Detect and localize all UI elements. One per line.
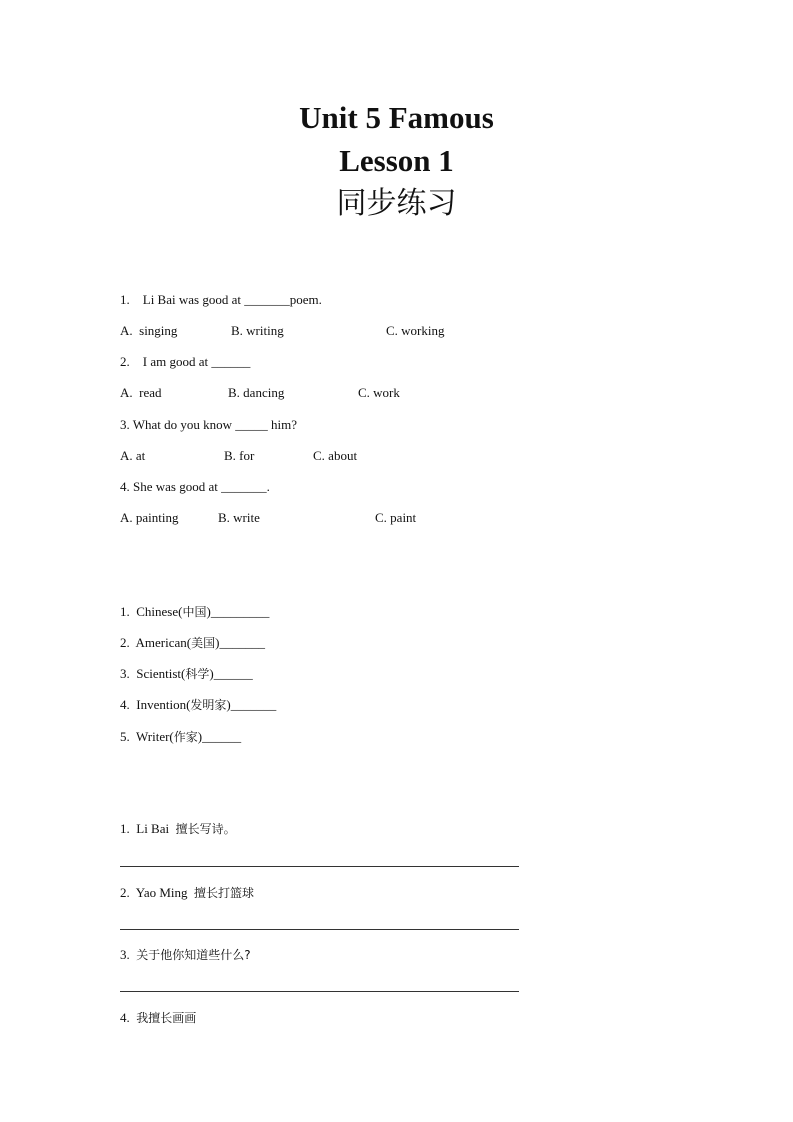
question-1-option-b: B. writing [231, 323, 284, 338]
question-4-option-b: B. write [218, 510, 260, 525]
title-block [0, 96, 793, 226]
answer-line-1 [120, 866, 519, 867]
question-3-option-b: B. for [224, 448, 255, 463]
sentence-item-2: 2. Yao Ming 擅长打篮球 [120, 885, 255, 900]
question-3-option-c: C. about [313, 448, 358, 463]
question-4-option-a: A. painting [120, 510, 179, 525]
question-1-option-a: A. singing [120, 323, 178, 338]
question-2-option-c: C. work [358, 385, 400, 400]
sentence-item-4: 4. 我擅长画画 [120, 1010, 197, 1025]
word-item-4: 4. Invention(发明家)_______ [120, 697, 277, 712]
question-4-option-c: C. paint [375, 510, 417, 525]
question-1-option-c: C. working [386, 323, 445, 338]
answer-line-3 [120, 991, 519, 992]
question-3: 3. What do you know _____ him? [120, 417, 298, 432]
question-4: 4. She was good at _______. [120, 479, 270, 494]
answer-line-2 [120, 929, 519, 930]
question-2: 2. I am good at ______ [120, 354, 251, 369]
page-title-unit: Unit 5 Famous [299, 100, 494, 135]
page-title-chinese: 同步练习 [336, 186, 457, 221]
word-item-5: 5. Writer(作家)______ [120, 729, 242, 744]
question-2-option-b: B. dancing [228, 385, 285, 400]
sentence-item-1: 1. Li Bai 擅长写诗。 [120, 821, 236, 836]
page-title-lesson: Lesson 1 [339, 143, 454, 178]
question-1: 1. Li Bai was good at _______poem. [120, 292, 322, 307]
word-item-2: 2. American(美国)_______ [120, 635, 265, 650]
question-3-option-a: A. at [120, 448, 146, 463]
question-2-option-a: A. read [120, 385, 162, 400]
word-item-3: 3. Scientist(科学)______ [120, 666, 253, 681]
word-item-1: 1. Chinese(中国)_________ [120, 604, 270, 619]
sentence-item-3: 3. 关于他你知道些什么? [120, 947, 251, 962]
